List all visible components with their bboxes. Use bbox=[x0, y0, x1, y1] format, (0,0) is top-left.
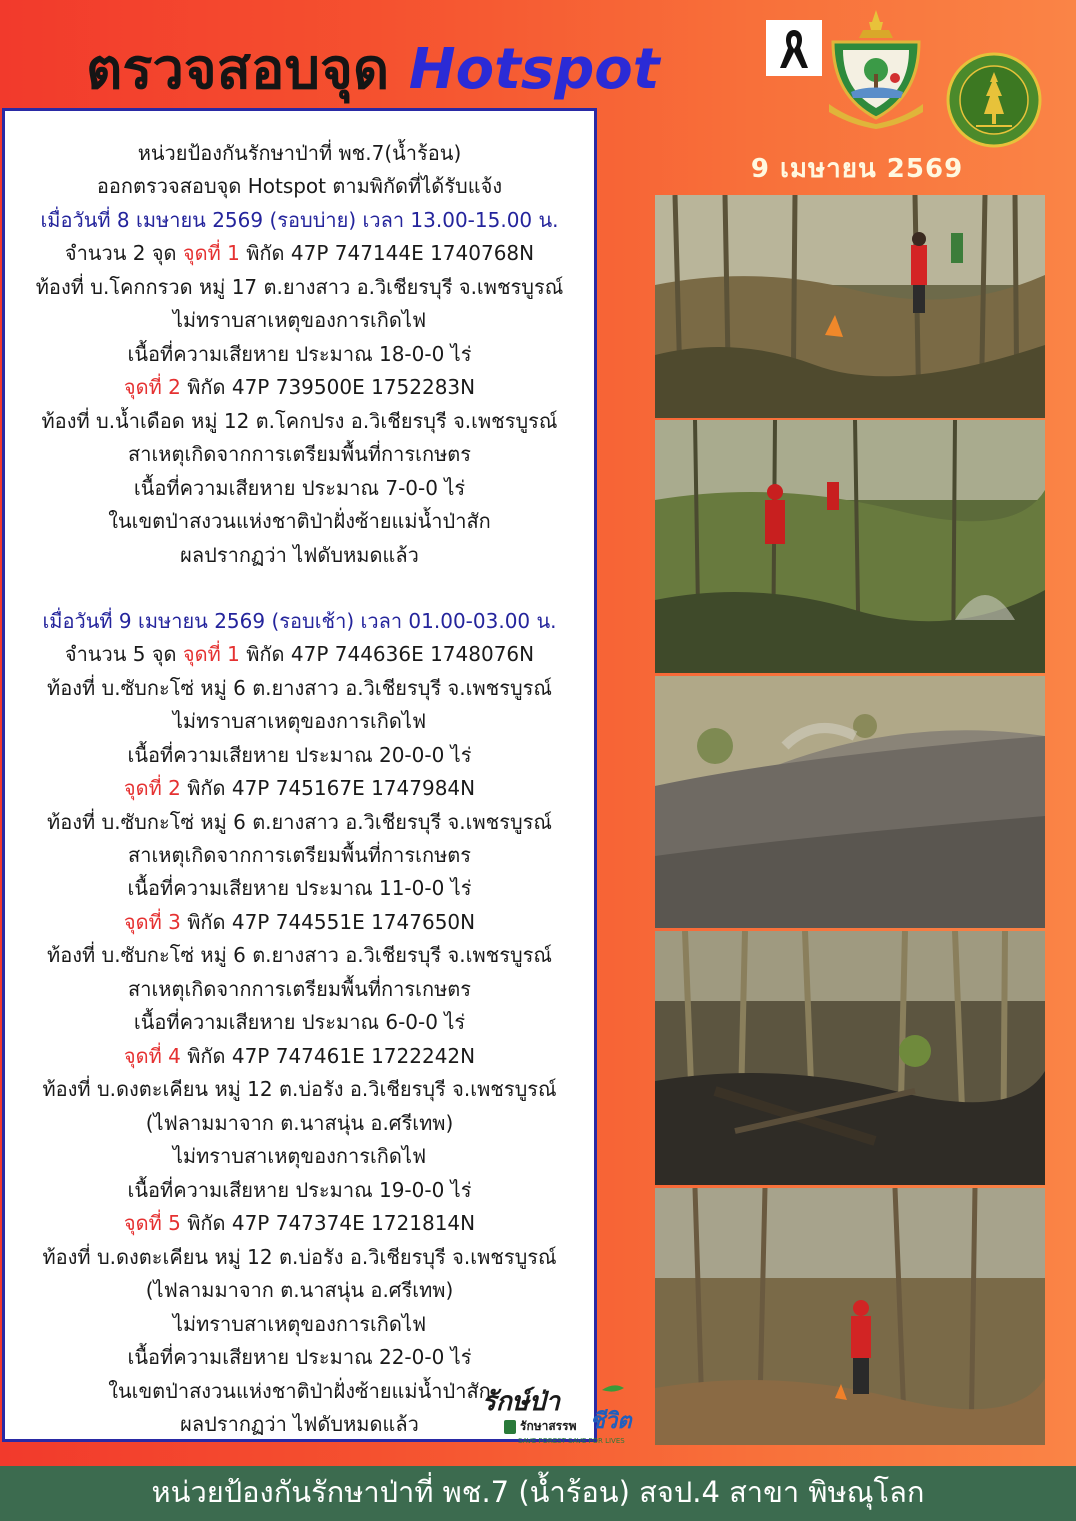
round2-point5-origin: (ไฟลามมาจาก ต.นาสนุ่น อ.ศรีเทพ) bbox=[145, 1278, 454, 1302]
page-title bbox=[86, 34, 660, 106]
photo-forest-fire-2 bbox=[655, 420, 1045, 673]
round2-point1-place: ท้องที่ บ.ซับกะโซ่ หมู่ 6 ต.ยางสาว อ.วิเชียรบุรี จ.เพชรบูรณ์ bbox=[47, 676, 552, 700]
round1-point2-place: ท้องที่ บ.น้ำเดือด หมู่ 12 ต.โคกปรง อ.วิเชียรบุรี จ.เพชรบูรณ์ bbox=[41, 409, 558, 433]
round2-point2-label: จุดที่ 2 bbox=[123, 776, 181, 800]
round2-point2-place: ท้องที่ บ.ซับกะโซ่ หมู่ 6 ต.ยางสาว อ.วิเชียรบุรี จ.เพชรบูรณ์ bbox=[47, 810, 552, 834]
round1-point2-label: จุดที่ 2 bbox=[123, 375, 181, 399]
round2-point3-line bbox=[5, 907, 594, 937]
round1-point1-label: จุดที่ 1 bbox=[182, 241, 240, 265]
report-panel bbox=[2, 108, 597, 1442]
report-date: 9 เมษายน 2569 bbox=[750, 154, 964, 184]
photo-burned-bamboo bbox=[655, 931, 1045, 1185]
round2-point4-area: เนื้อที่ความเสียหาย ประมาณ 19-0-0 ไร่ bbox=[127, 1178, 472, 1202]
round1-point1-place: ท้องที่ บ.โคกกรวด หมู่ 17 ต.ยางสาว อ.วิเชียรบุรี จ.เพชรบูรณ์ bbox=[35, 275, 564, 299]
round2-heading: เมื่อวันที่ 9 เมษายน 2569 (รอบเช้า) เวลา 01.00-03.00 น. bbox=[42, 609, 557, 633]
round2-point5-label: จุดที่ 5 bbox=[123, 1211, 181, 1235]
round2-point2-line bbox=[5, 773, 594, 803]
round1-point1-cause: ไม่ทราบสาเหตุของการเกิดไฟ bbox=[172, 308, 427, 332]
title-hotspot: Hotspot bbox=[408, 37, 660, 102]
round2-point4-place: ท้องที่ บ.ดงตะเคียน หมู่ 12 ต.บ่อรัง อ.วิเชียรบุรี จ.เพชรบูรณ์ bbox=[42, 1077, 557, 1101]
round2-point3-cause: สาเหตุเกิดจากการเตรียมพื้นที่การเกษตร bbox=[128, 977, 471, 1001]
round2-point1-cause: ไม่ทราบสาเหตุของการเกิดไฟ bbox=[172, 709, 427, 733]
logo-rak-pa: รักษ์ป่า bbox=[482, 1387, 560, 1417]
round2-point2-area: เนื้อที่ความเสียหาย ประมาณ 11-0-0 ไร่ bbox=[127, 876, 472, 900]
round1-point2-coord: พิกัด 47P 739500E 1752283N bbox=[187, 375, 476, 399]
round2-point4-origin: (ไฟลามมาจาก ต.นาสนุ่น อ.ศรีเทพ) bbox=[145, 1111, 454, 1135]
round1-point1-line bbox=[5, 238, 594, 268]
round2-point3-area: เนื้อที่ความเสียหาย ประมาณ 6-0-0 ไร่ bbox=[133, 1010, 466, 1034]
round1-heading: เมื่อวันที่ 8 เมษายน 2569 (รอบบ่าย) เวลา 13.00-15.00 น. bbox=[40, 208, 559, 232]
logo-slogan: SAVE FOREST SAVE FOR LIVES bbox=[518, 1437, 625, 1445]
round1-result: ผลปรากฏว่า ไฟดับหมดแล้ว bbox=[180, 543, 419, 567]
province-emblem-icon bbox=[823, 8, 929, 130]
round2-point3-coord: พิกัด 47P 744551E 1747650N bbox=[187, 910, 476, 934]
round2-point1-label: จุดที่ 1 bbox=[182, 642, 240, 666]
round1-point2-cause: สาเหตุเกิดจากการเตรียมพื้นที่การเกษตร bbox=[128, 442, 471, 466]
round2-point1-line bbox=[5, 639, 594, 669]
footer-text: หน่วยป้องกันรักษาป่าที่ พช.7 (น้ำร้อน) สจป.4 สาขา พิษณุโลก bbox=[151, 1475, 925, 1509]
round2-point5-cause: ไม่ทราบสาเหตุของการเกิดไฟ bbox=[172, 1312, 427, 1336]
round2-point2-coord: พิกัด 47P 745167E 1747984N bbox=[187, 776, 476, 800]
round1-point2-area: เนื้อที่ความเสียหาย ประมาณ 7-0-0 ไร่ bbox=[133, 476, 466, 500]
title-thai: ตรวจสอบจุด bbox=[86, 37, 390, 102]
logo-rak-sap: รักษาสรรพ bbox=[520, 1419, 577, 1433]
round2-point5-coord: พิกัด 47P 747374E 1721814N bbox=[187, 1211, 476, 1235]
round2-point5-place: ท้องที่ บ.ดงตะเคียน หมู่ 12 ต.บ่อรัง อ.วิเชียรบุรี จ.เพชรบูรณ์ bbox=[42, 1245, 557, 1269]
photo-burned-slope bbox=[655, 676, 1045, 928]
round2-point1-coord: พิกัด 47P 744636E 1748076N bbox=[246, 642, 535, 666]
round2-point4-cause: ไม่ทราบสาเหตุของการเกิดไฟ bbox=[172, 1144, 427, 1168]
footer-bar bbox=[0, 1466, 1076, 1521]
round2-result: ผลปรากฏว่า ไฟดับหมดแล้ว bbox=[180, 1412, 419, 1436]
round1-point1-area: เนื้อที่ความเสียหาย ประมาณ 18-0-0 ไร่ bbox=[127, 342, 472, 366]
rak-pa-logo-icon bbox=[478, 1380, 653, 1446]
round1-point1-coord: พิกัด 47P 747144E 1740768N bbox=[246, 241, 535, 265]
round2-point4-line bbox=[5, 1041, 594, 1071]
round1-zone: ในเขตป่าสงวนแห่งชาติป่าฝั่งซ้ายแม่น้ำป่าสัก bbox=[108, 509, 491, 533]
round2-point5-line bbox=[5, 1208, 594, 1238]
round1-point2-line bbox=[5, 372, 594, 402]
royal-forest-department-logo-icon bbox=[946, 52, 1042, 148]
round2-point4-coord: พิกัด 47P 747461E 1722242N bbox=[187, 1044, 476, 1068]
photo-forest-fire-1 bbox=[655, 195, 1045, 418]
round1-count: จำนวน 2 จุด bbox=[64, 241, 177, 265]
round2-zone: ในเขตป่าสงวนแห่งชาติป่าฝั่งซ้ายแม่น้ำป่าสัก bbox=[108, 1379, 491, 1403]
round2-point2-cause: สาเหตุเกิดจากการเตรียมพื้นที่การเกษตร bbox=[128, 843, 471, 867]
round2-point1-area: เนื้อที่ความเสียหาย ประมาณ 20-0-0 ไร่ bbox=[127, 743, 472, 767]
black-ribbon-icon bbox=[766, 20, 822, 76]
unit-line: หน่วยป้องกันรักษาป่าที่ พช.7(น้ำร้อน) bbox=[137, 141, 462, 165]
round2-point3-label: จุดที่ 3 bbox=[123, 910, 181, 934]
round2-count: จำนวน 5 จุด bbox=[64, 642, 177, 666]
round2-point3-place: ท้องที่ บ.ซับกะโซ่ หมู่ 6 ต.ยางสาว อ.วิเชียรบุรี จ.เพชรบูรณ์ bbox=[47, 943, 552, 967]
round2-point4-label: จุดที่ 4 bbox=[123, 1044, 181, 1068]
photo-firefighter bbox=[655, 1188, 1045, 1445]
intro-line: ออกตรวจสอบจุด Hotspot ตามพิกัดที่ได้รับแจ้ง bbox=[96, 174, 503, 198]
logo-chiwit: ชีวิต bbox=[590, 1409, 632, 1434]
round2-point5-area: เนื้อที่ความเสียหาย ประมาณ 22-0-0 ไร่ bbox=[127, 1345, 472, 1369]
